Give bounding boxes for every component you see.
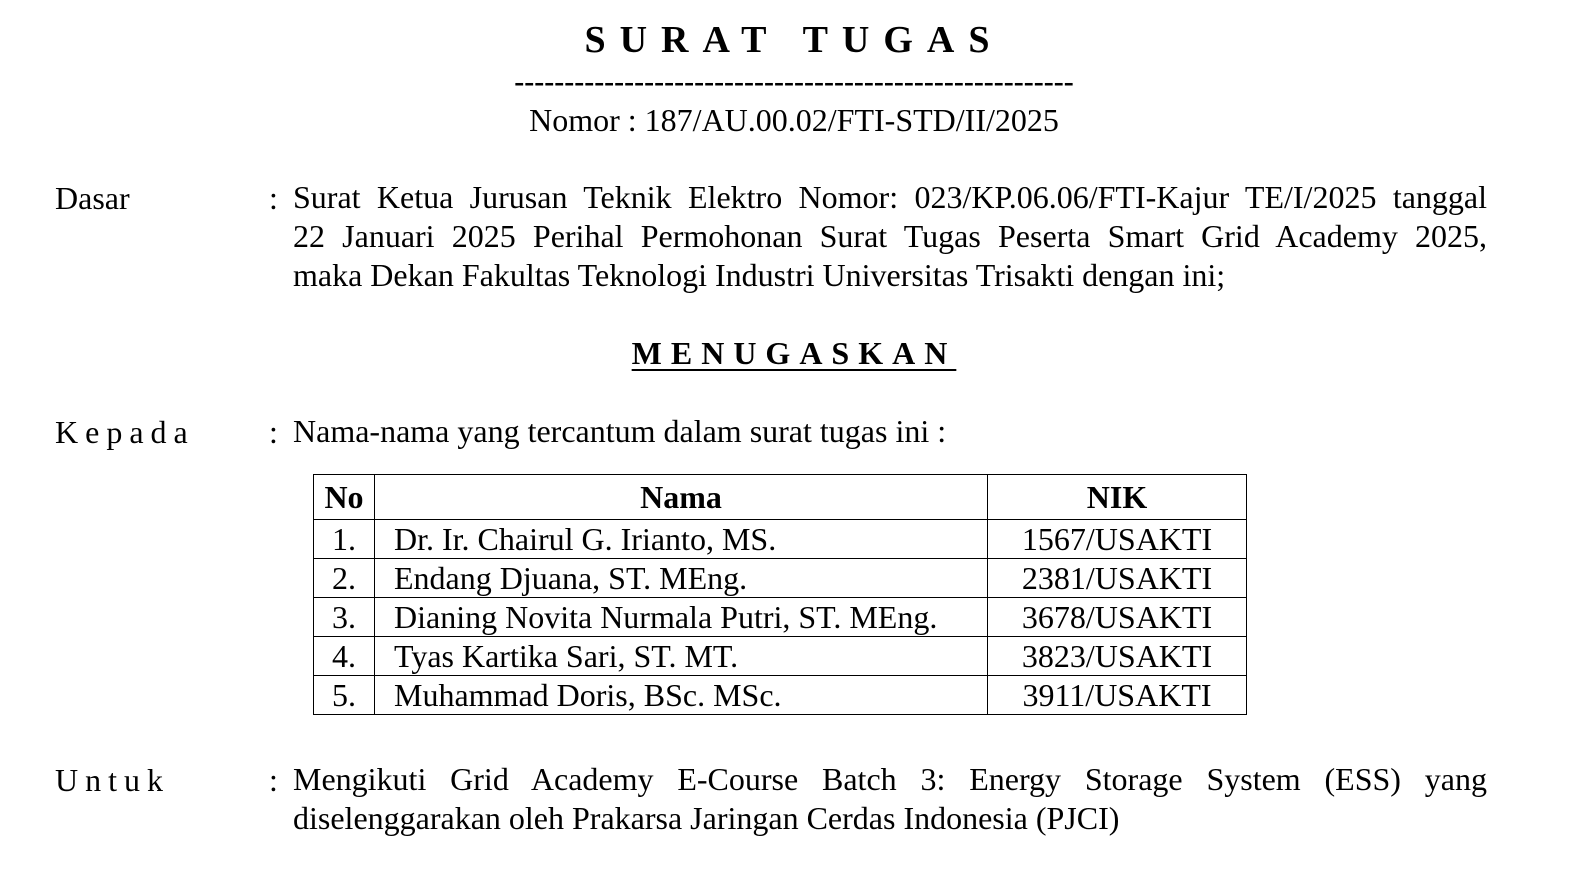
kepada-text <box>293 412 1487 451</box>
row-name: Muhammad Doris, BSc. MSc. <box>375 676 988 715</box>
untuk-label: Untuk <box>55 762 170 798</box>
document-number: Nomor : 187/AU.00.02/FTI-STD/II/2025 <box>529 102 1059 138</box>
header-name: Nama <box>375 475 988 520</box>
table-row <box>314 520 1247 559</box>
untuk-text <box>293 760 1487 838</box>
row-nik: 2381/USAKTI <box>988 559 1247 598</box>
dasar-line-2: 22 Januari 2025 Perihal Permohonan Surat Tugas Peserta Smart Grid Academy 2025, <box>293 218 1487 254</box>
untuk-line-2: diselenggarakan oleh Prakarsa Jaringan Cerdas Indonesia (PJCI) <box>293 800 1120 836</box>
kepada-colon: : <box>269 414 278 450</box>
row-name: Endang Djuana, ST. MEng. <box>375 559 988 598</box>
row-nik: 3678/USAKTI <box>988 598 1247 637</box>
row-no: 4. <box>314 637 375 676</box>
header-no: No <box>314 475 375 520</box>
row-nik: 1567/USAKTI <box>988 520 1247 559</box>
dasar-line-3: maka Dekan Fakultas Teknologi Industri Universitas Trisakti dengan ini; <box>293 257 1226 293</box>
header-nik: NIK <box>988 475 1247 520</box>
title-separator: -------------------------------------------------------- <box>514 65 1074 98</box>
assignees-table <box>313 474 1247 715</box>
menugaskan-heading-text: MENUGASKAN <box>631 335 957 371</box>
document-title: SURAT TUGAS <box>584 19 1004 61</box>
dasar-label: Dasar <box>55 180 130 216</box>
row-nik: 3911/USAKTI <box>988 676 1247 715</box>
dasar-line-1: Surat Ketua Jurusan Teknik Elektro Nomor: 023/KP.06.06/FTI-Kajur TE/I/2025 tanggal <box>293 179 1487 215</box>
untuk-colon: : <box>269 762 278 798</box>
menugaskan-heading <box>0 333 1588 373</box>
untuk-line-1: Mengikuti Grid Academy E-Course Batch 3: Energy Storage System (ESS) yang <box>293 761 1487 797</box>
kepada-text-line: Nama-nama yang tercantum dalam surat tugas ini : <box>293 413 947 449</box>
table-row <box>314 598 1247 637</box>
row-name: Dianing Novita Nurmala Putri, ST. MEng. <box>375 598 988 637</box>
row-no: 1. <box>314 520 375 559</box>
row-no: 5. <box>314 676 375 715</box>
dasar-text <box>293 178 1487 295</box>
row-nik: 3823/USAKTI <box>988 637 1247 676</box>
dasar-colon: : <box>269 180 278 216</box>
table-row <box>314 637 1247 676</box>
table-row <box>314 676 1247 715</box>
row-no: 2. <box>314 559 375 598</box>
kepada-label: Kepada <box>55 414 195 450</box>
table-row <box>314 559 1247 598</box>
row-no: 3. <box>314 598 375 637</box>
table-header-row <box>314 475 1247 520</box>
row-name: Tyas Kartika Sari, ST. MT. <box>375 637 988 676</box>
row-name: Dr. Ir. Chairul G. Irianto, MS. <box>375 520 988 559</box>
